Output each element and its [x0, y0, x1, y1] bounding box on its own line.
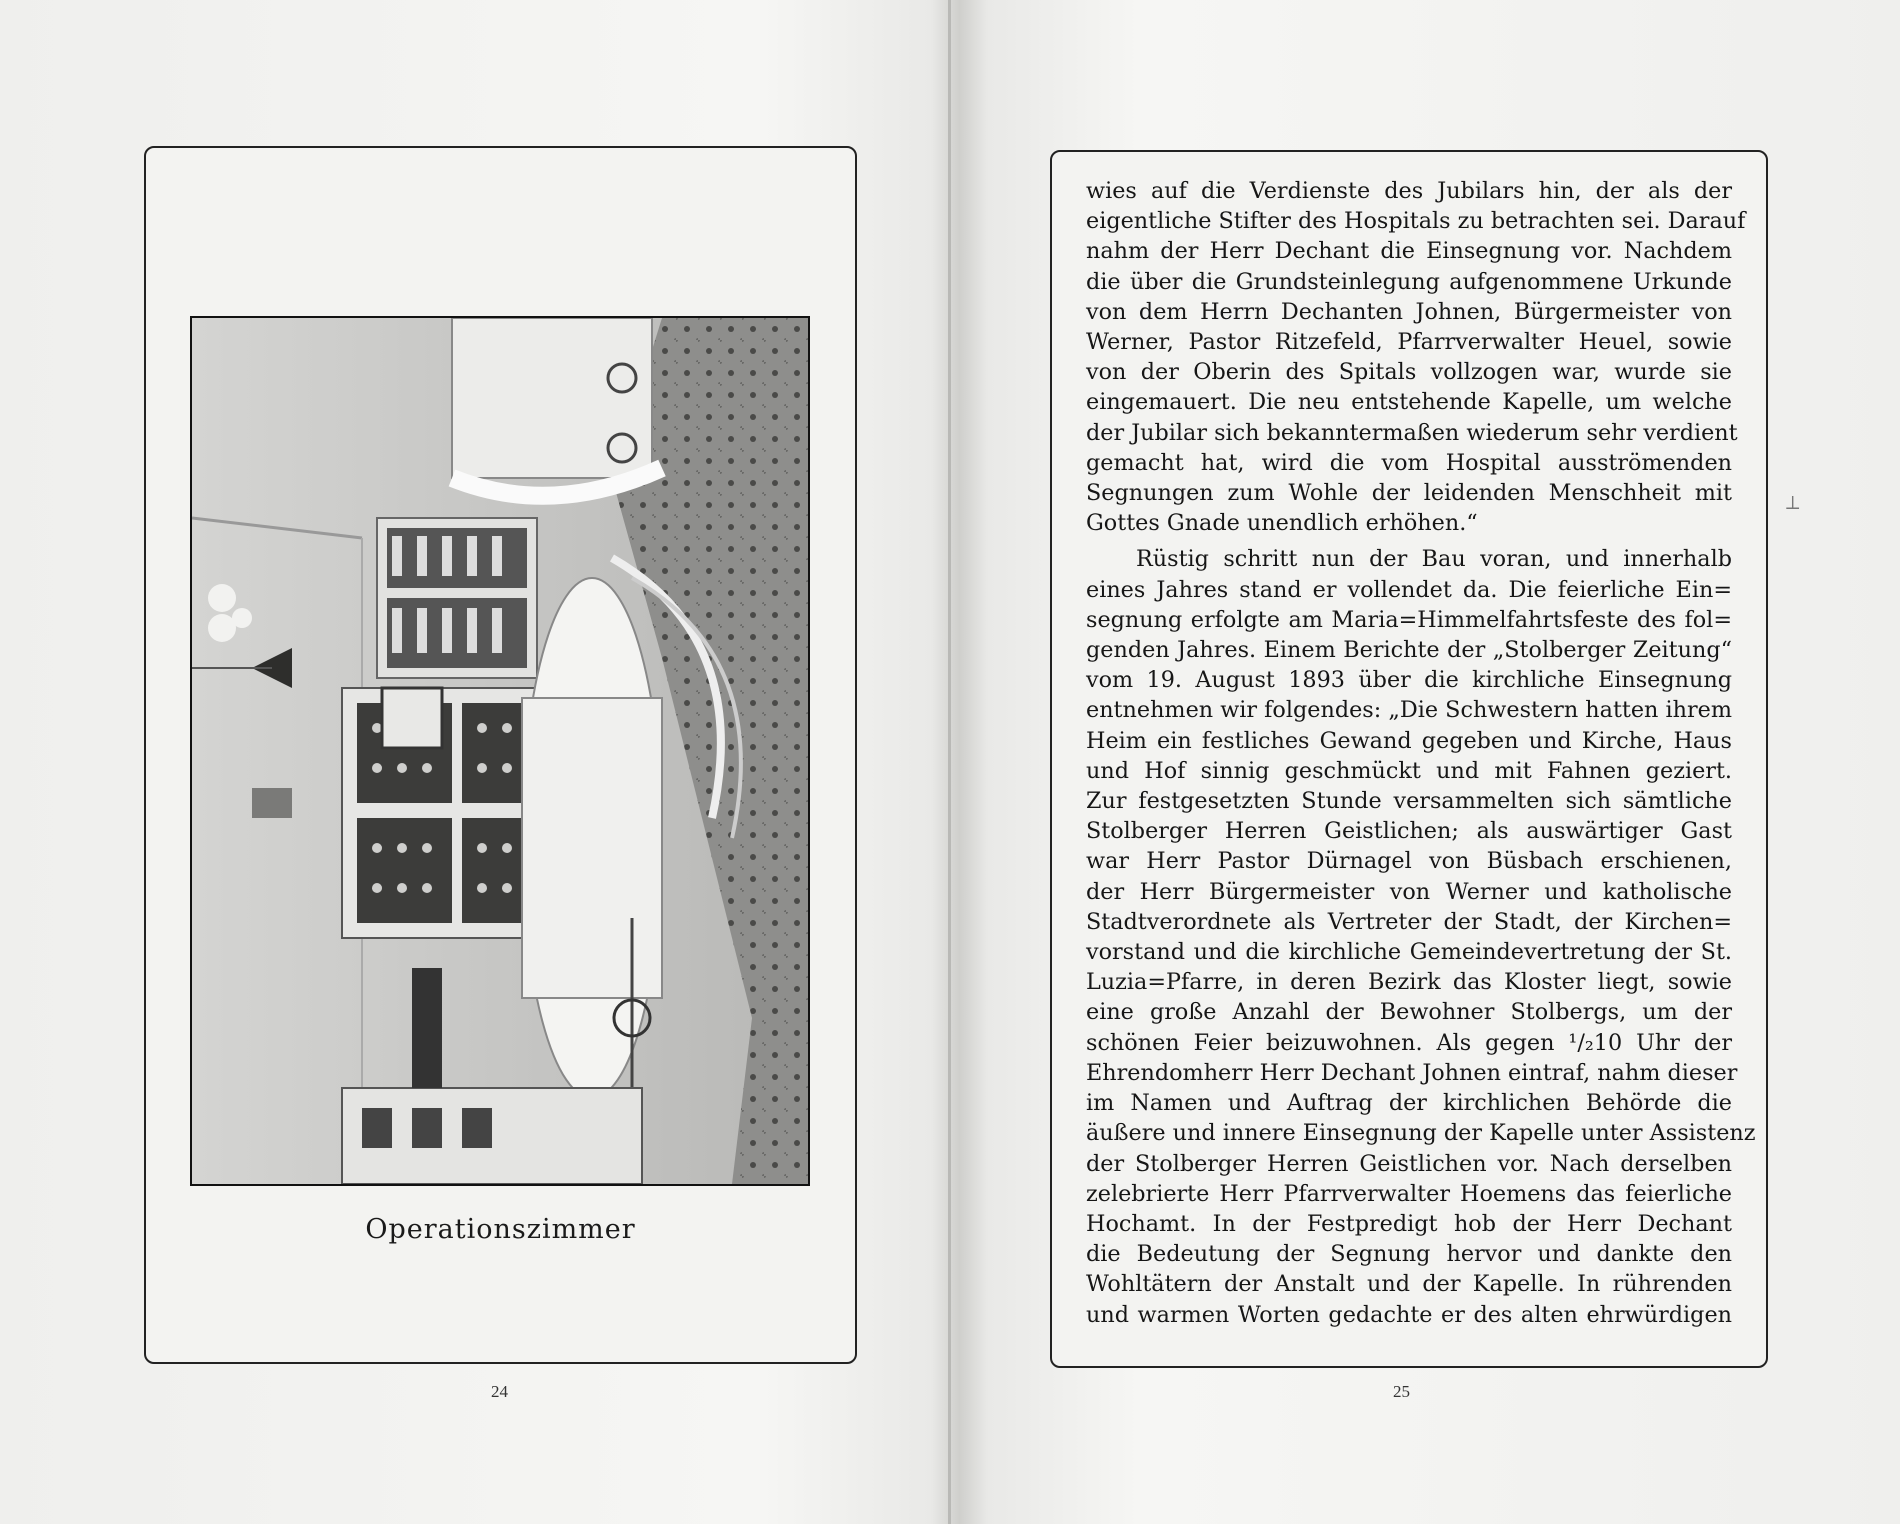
left-page	[0, 0, 948, 1524]
text-line: eigentliche Stifter des Hospitals zu betrachten sei. Darauf	[1086, 208, 1746, 235]
text-line: zelebrierte Herr Pfarrverwalter Hoemens das feierliche	[1086, 1180, 1732, 1207]
text-line: Rüstig schritt nun der Bau voran, und innerhalb	[1136, 546, 1732, 573]
text-line: im Namen und Auftrag der kirchlichen Behörde die	[1086, 1090, 1732, 1117]
text-line: die über die Grundsteinlegung aufgenommene Urkunde	[1086, 268, 1732, 295]
text-line: Werner, Pastor Ritzefeld, Pfarrverwalter Heuel, sowie	[1086, 329, 1732, 356]
paragraph-1	[1086, 176, 1746, 538]
text-line: Segnungen zum Wohle der leidenden Menschheit mit	[1086, 480, 1732, 507]
text-line: äußere und innere Einsegnung der Kapelle unter Assistenz	[1086, 1120, 1756, 1147]
photo-caption: Operationszimmer	[365, 1214, 636, 1245]
text-line: Wohltätern der Anstalt und der Kapelle. In rührenden	[1086, 1271, 1732, 1298]
paragraph-2	[1086, 544, 1756, 1329]
text-line: Stadtverordnete als Vertreter der Stadt, der Kirchen=	[1086, 908, 1732, 935]
text-line: segnung erfolgte am Maria=Himmelfahrtsfeste des fol=	[1086, 606, 1732, 633]
text-line: Stolberger Herren Geistlichen; als auswärtiger Gast	[1086, 818, 1732, 845]
left-page-number: 24	[491, 1382, 508, 1401]
book-gutter	[948, 0, 951, 1524]
text-line: Hochamt. In der Festpredigt hob der Herr Dechant	[1086, 1210, 1732, 1237]
text-line: Zur festgesetzten Stunde versammelten sich sämtliche	[1086, 788, 1732, 815]
right-page-number: 25	[1393, 1382, 1410, 1401]
text-line: von dem Herrn Dechanten Johnen, Bürgermeister von	[1086, 298, 1732, 325]
text-line: vorstand und die kirchliche Gemeindevertretung der St.	[1086, 939, 1732, 966]
text-line: gemacht hat, wird die vom Hospital ausströmenden	[1086, 449, 1732, 476]
text-line: von der Oberin des Spitals vollzogen war, wurde sie	[1086, 359, 1732, 386]
text-line: und warmen Worten gedachte er des alten ehrwürdigen	[1086, 1301, 1732, 1328]
left-page-frame	[144, 146, 857, 1364]
text-line: wies auf die Verdienste des Jubilars hin, der als der	[1086, 178, 1732, 204]
text-line: genden Jahres. Einem Berichte der „Stolberger Zeitung“	[1086, 637, 1732, 664]
text-line: der Stolberger Herren Geistlichen vor. Nach derselben	[1086, 1150, 1732, 1177]
text-line: eine große Anzahl der Bewohner Stolbergs, um der	[1086, 999, 1732, 1026]
operating-room-illustration	[192, 318, 808, 1184]
text-line: Ehrendomherr Herr Dechant Johnen eintraf, nahm dieser	[1086, 1059, 1738, 1086]
pencil-mark: ⟂	[1786, 490, 1800, 514]
body-text	[1086, 176, 1756, 1330]
text-line: nahm der Herr Dechant die Einsegnung vor. Nachdem	[1086, 238, 1732, 265]
text-line: und Hof sinnig geschmückt und mit Fahnen geziert.	[1086, 757, 1732, 784]
text-line: der Herr Bürgermeister von Werner und katholische	[1086, 878, 1732, 905]
text-line: war Herr Pastor Dürnagel von Büsbach erschienen,	[1086, 848, 1732, 875]
text-line: vom 19. August 1893 über die kirchliche Einsegnung	[1086, 667, 1732, 694]
right-page	[952, 0, 1900, 1524]
text-line: die Bedeutung der Segnung hervor und dankte den	[1086, 1241, 1732, 1268]
text-line: entnehmen wir folgendes: „Die Schwestern hatten ihrem	[1086, 697, 1732, 724]
text-line: schönen Feier beizuwohnen. Als gegen ¹/₂10 Uhr der	[1086, 1029, 1732, 1056]
operating-room-photo	[190, 316, 810, 1186]
text-line: der Jubilar sich bekanntermaßen wiederum sehr verdient	[1086, 419, 1738, 446]
text-line: eingemauert. Die neu entstehende Kapelle, um welche	[1086, 389, 1732, 416]
right-page-frame	[1050, 150, 1768, 1368]
text-line: eines Jahres stand er vollendet da. Die feierliche Ein=	[1086, 576, 1732, 603]
text-line: Gottes Gnade unendlich erhöhen.“	[1086, 510, 1478, 537]
text-line: Heim ein festliches Gewand gegeben und Kirche, Haus	[1086, 727, 1732, 754]
text-line: Luzia=Pfarre, in deren Bezirk das Kloster liegt, sowie	[1086, 969, 1732, 996]
